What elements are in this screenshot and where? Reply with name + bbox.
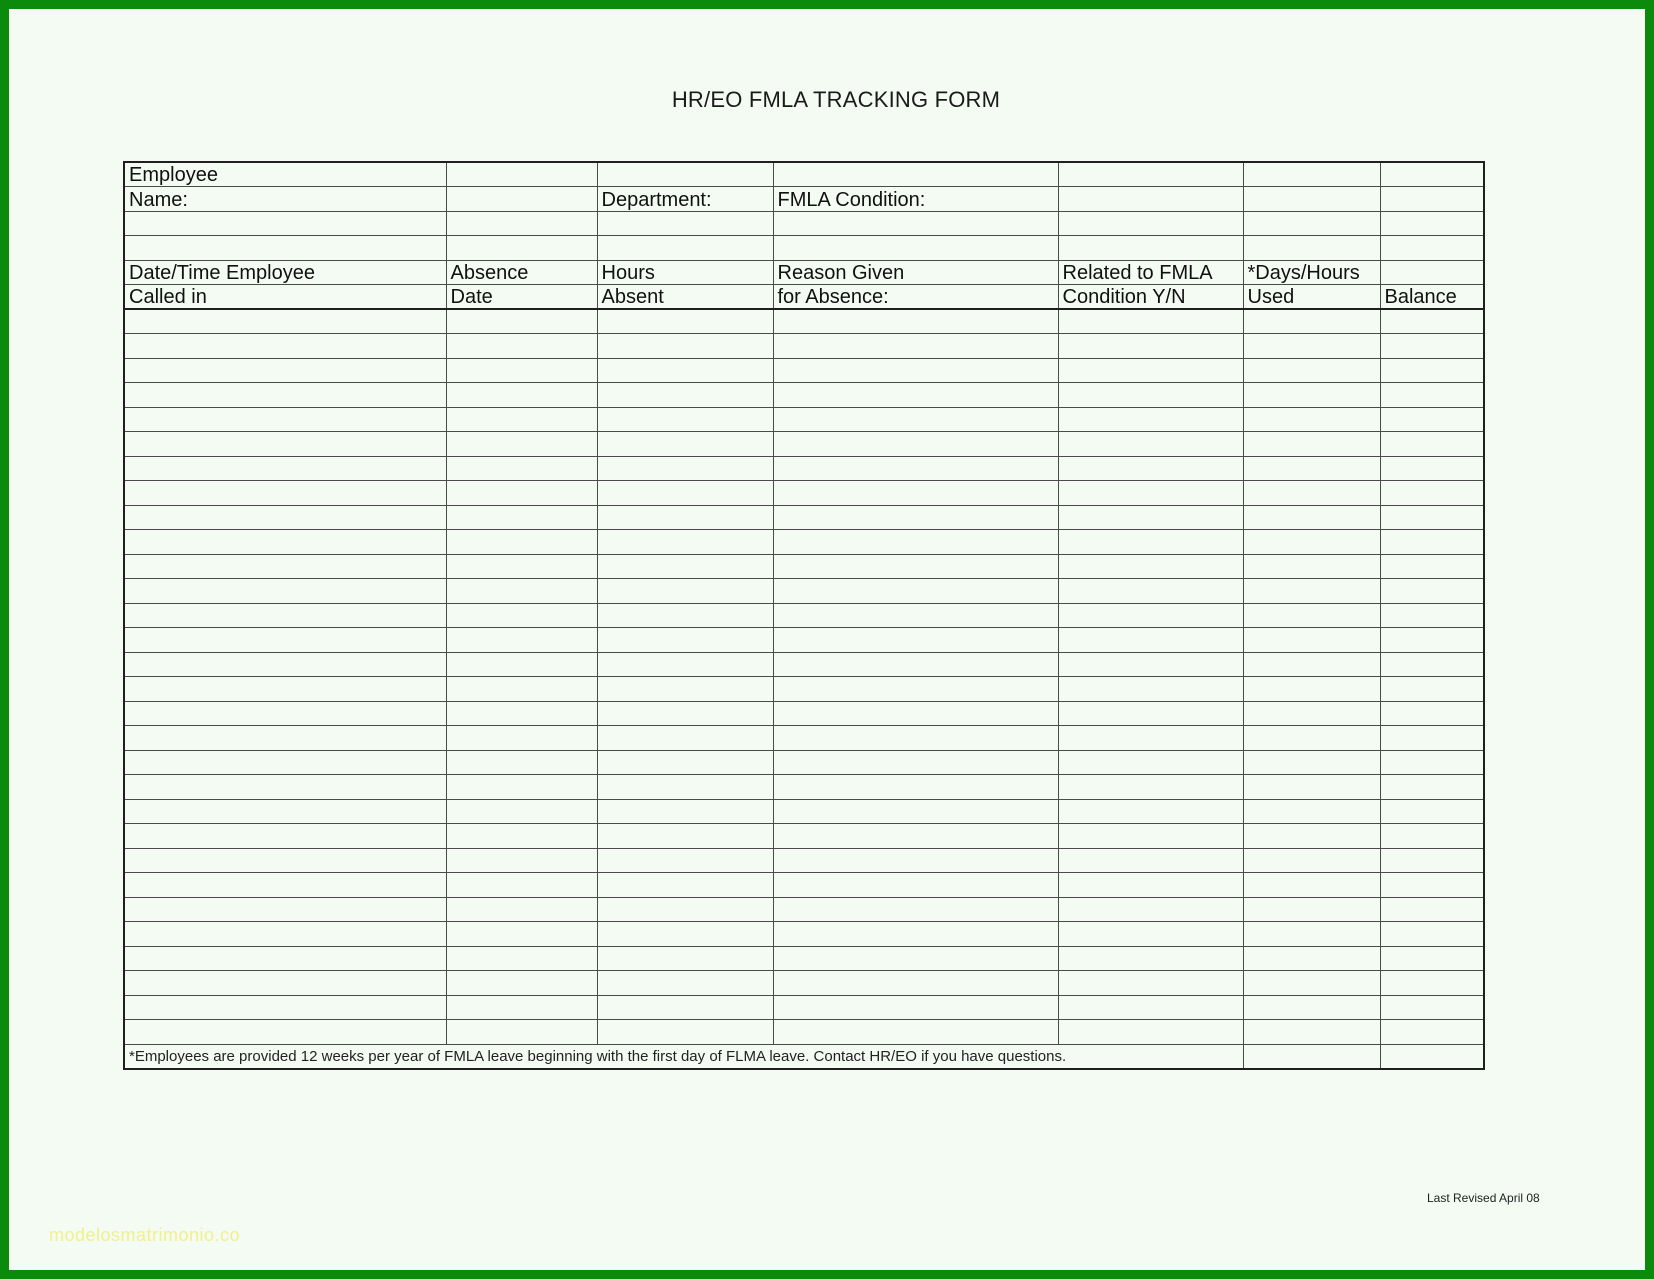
entry-cell[interactable] xyxy=(1380,358,1484,383)
entry-cell[interactable] xyxy=(446,628,597,653)
entry-cell[interactable] xyxy=(1058,799,1243,824)
entry-cell[interactable] xyxy=(446,456,597,481)
col-header: for Absence: xyxy=(773,285,1058,310)
entry-cell[interactable] xyxy=(1243,1020,1380,1045)
entry-cell[interactable] xyxy=(1058,554,1243,579)
entry-cell[interactable] xyxy=(124,334,446,359)
entry-cell[interactable] xyxy=(124,432,446,457)
table-row xyxy=(124,358,1484,383)
entry-cell[interactable] xyxy=(773,432,1058,457)
entry-cell[interactable] xyxy=(1380,554,1484,579)
entry-cell[interactable] xyxy=(124,971,446,996)
entry-cell[interactable] xyxy=(1058,775,1243,800)
entry-cell[interactable] xyxy=(773,505,1058,530)
table-row xyxy=(124,946,1484,971)
entry-cell[interactable] xyxy=(124,824,446,849)
entry-cell[interactable] xyxy=(124,554,446,579)
entry-cell[interactable] xyxy=(1058,407,1243,432)
entry-cell[interactable] xyxy=(1058,456,1243,481)
entry-cell[interactable] xyxy=(1380,922,1484,947)
spacer-row xyxy=(124,211,1484,236)
entry-cell[interactable] xyxy=(1058,1020,1243,1045)
entry-cell[interactable] xyxy=(1243,554,1380,579)
table-row xyxy=(124,407,1484,432)
entry-cell[interactable] xyxy=(1243,995,1380,1020)
entry-cell[interactable] xyxy=(597,701,773,726)
col-header: *Days/Hours xyxy=(1243,260,1380,285)
entry-cell[interactable] xyxy=(124,579,446,604)
spacer-row xyxy=(124,236,1484,261)
entry-cell[interactable] xyxy=(773,652,1058,677)
col-header: Balance xyxy=(1380,285,1484,310)
table-row xyxy=(124,775,1484,800)
entry-cell[interactable] xyxy=(1243,530,1380,555)
entry-cell[interactable] xyxy=(446,530,597,555)
entry-cell[interactable] xyxy=(597,505,773,530)
employee-label-cell: Employee xyxy=(124,162,446,187)
col-header: Date xyxy=(446,285,597,310)
entry-cell[interactable] xyxy=(1058,481,1243,506)
entry-cell[interactable] xyxy=(446,603,597,628)
entry-cell[interactable] xyxy=(1058,334,1243,359)
entry-cell[interactable] xyxy=(773,481,1058,506)
entry-cell[interactable] xyxy=(1380,407,1484,432)
entry-cell[interactable] xyxy=(1058,677,1243,702)
entry-cell[interactable] xyxy=(446,554,597,579)
entry-cell[interactable] xyxy=(1243,799,1380,824)
entry-cell[interactable] xyxy=(1058,505,1243,530)
entry-cell[interactable] xyxy=(773,309,1058,334)
entry-cell[interactable] xyxy=(1380,775,1484,800)
entry-cell[interactable] xyxy=(1058,603,1243,628)
entry-cell[interactable] xyxy=(1380,824,1484,849)
table-row xyxy=(124,579,1484,604)
entry-cell[interactable] xyxy=(773,775,1058,800)
table-row xyxy=(124,750,1484,775)
entry-cell[interactable] xyxy=(124,873,446,898)
department-label: Department: xyxy=(597,187,773,212)
entry-cell[interactable] xyxy=(446,677,597,702)
entry-cell[interactable] xyxy=(597,579,773,604)
entry-cell[interactable] xyxy=(446,824,597,849)
name-label-cell: Name: xyxy=(124,187,446,212)
entry-cell[interactable] xyxy=(446,750,597,775)
entry-cell[interactable] xyxy=(1243,603,1380,628)
table-row xyxy=(124,873,1484,898)
entry-cell[interactable] xyxy=(446,1020,597,1045)
table-row xyxy=(124,554,1484,579)
entry-cell[interactable] xyxy=(1243,946,1380,971)
entry-cell[interactable] xyxy=(124,701,446,726)
entry-cell[interactable] xyxy=(1058,946,1243,971)
entry-cell[interactable] xyxy=(773,628,1058,653)
entry-cell[interactable] xyxy=(1243,481,1380,506)
entry-cell[interactable] xyxy=(1380,456,1484,481)
entry-cell[interactable] xyxy=(773,799,1058,824)
entry-cell[interactable] xyxy=(773,407,1058,432)
table-row xyxy=(124,799,1484,824)
entry-cell[interactable] xyxy=(1243,505,1380,530)
table-row xyxy=(124,1020,1484,1045)
entry-cell[interactable] xyxy=(446,971,597,996)
employee-info-row-bottom xyxy=(124,187,1484,212)
entry-cell[interactable] xyxy=(1380,652,1484,677)
table-row xyxy=(124,505,1484,530)
entry-cell[interactable] xyxy=(124,628,446,653)
entry-cell[interactable] xyxy=(597,946,773,971)
entry-cell[interactable] xyxy=(1243,358,1380,383)
entry-cell[interactable] xyxy=(124,1020,446,1045)
entry-cell[interactable] xyxy=(597,554,773,579)
entry-cell[interactable] xyxy=(1243,922,1380,947)
table-row xyxy=(124,309,1484,334)
entry-cell[interactable] xyxy=(1380,677,1484,702)
entry-cell[interactable] xyxy=(773,334,1058,359)
fmla-condition-value[interactable] xyxy=(1058,187,1243,212)
watermark-text: modelosmatrimonio.co xyxy=(49,1225,241,1245)
form-title: HR/EO FMLA TRACKING FORM xyxy=(671,87,1001,112)
entry-cell[interactable] xyxy=(597,407,773,432)
entry-cell[interactable] xyxy=(1058,922,1243,947)
entry-cell[interactable] xyxy=(597,309,773,334)
entry-cell[interactable] xyxy=(773,824,1058,849)
entry-cell[interactable] xyxy=(124,848,446,873)
entry-cell[interactable] xyxy=(446,922,597,947)
entry-cell[interactable] xyxy=(1058,358,1243,383)
entry-cell[interactable] xyxy=(773,995,1058,1020)
entry-cell[interactable] xyxy=(773,750,1058,775)
entry-cell[interactable] xyxy=(124,897,446,922)
entry-cell[interactable] xyxy=(1243,652,1380,677)
entry-cell[interactable] xyxy=(1058,995,1243,1020)
entry-cell[interactable] xyxy=(1380,799,1484,824)
entry-cell[interactable] xyxy=(1380,334,1484,359)
table-row xyxy=(124,456,1484,481)
entry-cell[interactable] xyxy=(1380,579,1484,604)
entry-cell[interactable] xyxy=(446,775,597,800)
entry-cell[interactable] xyxy=(773,946,1058,971)
entry-cell[interactable] xyxy=(446,407,597,432)
entry-cell[interactable] xyxy=(773,726,1058,751)
entry-cell[interactable] xyxy=(1380,1020,1484,1045)
entry-cell[interactable] xyxy=(773,358,1058,383)
fmla-tracking-table xyxy=(123,161,1485,1070)
entry-cell[interactable] xyxy=(124,481,446,506)
entry-cell[interactable] xyxy=(124,505,446,530)
column-header-row-bottom xyxy=(124,285,1484,310)
entry-cell[interactable] xyxy=(597,432,773,457)
entry-cell[interactable] xyxy=(1380,603,1484,628)
table-row xyxy=(124,677,1484,702)
table-row xyxy=(124,603,1484,628)
table-row xyxy=(124,383,1484,408)
table-row xyxy=(124,701,1484,726)
entry-cell[interactable] xyxy=(597,897,773,922)
entry-cell[interactable] xyxy=(773,848,1058,873)
entry-cell[interactable] xyxy=(597,481,773,506)
entry-cell[interactable] xyxy=(1243,383,1380,408)
col-header: Related to FMLA xyxy=(1058,260,1243,285)
entry-cell[interactable] xyxy=(446,309,597,334)
entry-cell[interactable] xyxy=(773,873,1058,898)
entry-cell[interactable] xyxy=(1380,530,1484,555)
entry-cell[interactable] xyxy=(1380,505,1484,530)
entry-cell[interactable] xyxy=(1380,701,1484,726)
col-header: Absence xyxy=(446,260,597,285)
col-header: Reason Given xyxy=(773,260,1058,285)
entry-cell[interactable] xyxy=(597,456,773,481)
entry-cell[interactable] xyxy=(446,946,597,971)
entry-cell[interactable] xyxy=(1058,432,1243,457)
entry-cell[interactable] xyxy=(446,481,597,506)
employee-name-field[interactable] xyxy=(446,162,597,187)
entry-cell[interactable] xyxy=(124,677,446,702)
entry-cell[interactable] xyxy=(1243,334,1380,359)
entry-cell[interactable] xyxy=(124,358,446,383)
entry-cell[interactable] xyxy=(1243,309,1380,334)
col-header: Called in xyxy=(124,285,446,310)
last-revised-note: Last Revised April 08 xyxy=(1427,1191,1540,1205)
col-header: Date/Time Employee xyxy=(124,260,446,285)
col-header xyxy=(1380,260,1484,285)
entry-cell[interactable] xyxy=(1058,628,1243,653)
entry-cell[interactable] xyxy=(773,701,1058,726)
entry-cell[interactable] xyxy=(446,505,597,530)
entry-cell[interactable] xyxy=(597,334,773,359)
entry-cell[interactable] xyxy=(1380,726,1484,751)
entry-cell[interactable] xyxy=(773,579,1058,604)
entry-cell[interactable] xyxy=(597,603,773,628)
entry-cell[interactable] xyxy=(1058,824,1243,849)
entry-cell[interactable] xyxy=(1243,628,1380,653)
entry-cell[interactable] xyxy=(597,873,773,898)
entry-cell[interactable] xyxy=(597,1020,773,1045)
entry-cell[interactable] xyxy=(446,579,597,604)
employee-info-row-top xyxy=(124,162,1484,187)
entry-cell[interactable] xyxy=(1243,456,1380,481)
entry-cell[interactable] xyxy=(124,775,446,800)
entry-cell[interactable] xyxy=(124,922,446,947)
entry-cell[interactable] xyxy=(446,897,597,922)
table-row xyxy=(124,432,1484,457)
entry-cell[interactable] xyxy=(446,334,597,359)
entry-cell[interactable] xyxy=(1380,309,1484,334)
entry-cell[interactable] xyxy=(597,383,773,408)
entry-cell[interactable] xyxy=(1380,897,1484,922)
entry-cell[interactable] xyxy=(597,677,773,702)
entry-cell[interactable] xyxy=(1243,775,1380,800)
entry-cell[interactable] xyxy=(1380,481,1484,506)
entry-cell[interactable] xyxy=(1243,726,1380,751)
entry-cell[interactable] xyxy=(124,799,446,824)
fmla-condition-label: FMLA Condition: xyxy=(773,187,1058,212)
entry-cell[interactable] xyxy=(124,946,446,971)
entry-cell[interactable] xyxy=(597,799,773,824)
entry-cell[interactable] xyxy=(1058,971,1243,996)
entry-cell[interactable] xyxy=(446,995,597,1020)
table-row xyxy=(124,334,1484,359)
entry-cell[interactable] xyxy=(597,652,773,677)
entry-cell[interactable] xyxy=(1243,579,1380,604)
entry-cell[interactable] xyxy=(446,383,597,408)
employee-name-value[interactable] xyxy=(446,187,597,212)
table-row xyxy=(124,848,1484,873)
entry-cell[interactable] xyxy=(124,995,446,1020)
entry-cell[interactable] xyxy=(773,603,1058,628)
entry-cell[interactable] xyxy=(1243,701,1380,726)
entry-cell[interactable] xyxy=(1058,873,1243,898)
entry-cell[interactable] xyxy=(1380,628,1484,653)
table-row xyxy=(124,481,1484,506)
entry-cell[interactable] xyxy=(773,456,1058,481)
footnote-text: *Employees are provided 12 weeks per year of FMLA leave beginning with the first day of FLMA leave. Contact HR/EO if you have questions. xyxy=(124,1044,1243,1069)
entry-cell[interactable] xyxy=(1380,873,1484,898)
table-row xyxy=(124,995,1484,1020)
entry-cell[interactable] xyxy=(773,554,1058,579)
entry-cell[interactable] xyxy=(597,995,773,1020)
entry-cell[interactable] xyxy=(1380,971,1484,996)
entry-cell[interactable] xyxy=(1380,995,1484,1020)
table-row xyxy=(124,971,1484,996)
table-row xyxy=(124,652,1484,677)
entry-cell[interactable] xyxy=(1243,432,1380,457)
entry-cell[interactable] xyxy=(1243,848,1380,873)
entry-cell[interactable] xyxy=(1380,750,1484,775)
entry-cell[interactable] xyxy=(124,652,446,677)
entry-cell[interactable] xyxy=(1380,383,1484,408)
entry-cell[interactable] xyxy=(124,407,446,432)
entry-cell[interactable] xyxy=(1058,652,1243,677)
col-header: Used xyxy=(1243,285,1380,310)
entry-cell[interactable] xyxy=(1058,726,1243,751)
column-header-row-top xyxy=(124,260,1484,285)
entry-cell[interactable] xyxy=(1380,848,1484,873)
entry-cell[interactable] xyxy=(446,799,597,824)
entry-cell[interactable] xyxy=(597,848,773,873)
entry-cell[interactable] xyxy=(1380,946,1484,971)
entry-cell[interactable] xyxy=(446,701,597,726)
entry-cell[interactable] xyxy=(1058,848,1243,873)
entry-cell[interactable] xyxy=(597,750,773,775)
entry-cell[interactable] xyxy=(597,628,773,653)
entry-cell[interactable] xyxy=(773,530,1058,555)
col-header: Absent xyxy=(597,285,773,310)
footnote-row xyxy=(124,1044,1484,1069)
col-header: Hours xyxy=(597,260,773,285)
entry-cell[interactable] xyxy=(597,775,773,800)
entry-cell[interactable] xyxy=(124,383,446,408)
table-row xyxy=(124,530,1484,555)
entry-cell[interactable] xyxy=(773,897,1058,922)
entry-cell[interactable] xyxy=(124,750,446,775)
entry-cell[interactable] xyxy=(1058,383,1243,408)
entry-cell[interactable] xyxy=(446,726,597,751)
entry-cell[interactable] xyxy=(773,677,1058,702)
entry-cell[interactable] xyxy=(1380,432,1484,457)
entry-cell[interactable] xyxy=(597,530,773,555)
entry-cell[interactable] xyxy=(1058,897,1243,922)
entry-cell[interactable] xyxy=(773,971,1058,996)
entry-cell[interactable] xyxy=(597,824,773,849)
entry-cell[interactable] xyxy=(597,726,773,751)
col-header: Condition Y/N xyxy=(1058,285,1243,310)
entry-cell[interactable] xyxy=(1243,750,1380,775)
entry-cell[interactable] xyxy=(1243,824,1380,849)
entry-cell[interactable] xyxy=(446,432,597,457)
entry-cell[interactable] xyxy=(1058,750,1243,775)
entry-cell[interactable] xyxy=(773,1020,1058,1045)
entry-cell[interactable] xyxy=(1243,407,1380,432)
entry-cell[interactable] xyxy=(446,652,597,677)
entry-cell[interactable] xyxy=(1243,873,1380,898)
entry-cell[interactable] xyxy=(124,309,446,334)
entry-cell[interactable] xyxy=(124,603,446,628)
entry-cell[interactable] xyxy=(773,383,1058,408)
entry-cell[interactable] xyxy=(597,971,773,996)
entry-cell[interactable] xyxy=(124,726,446,751)
entry-cell[interactable] xyxy=(597,358,773,383)
entry-cell[interactable] xyxy=(1058,579,1243,604)
table-row xyxy=(124,922,1484,947)
entry-cell[interactable] xyxy=(124,530,446,555)
entry-cell[interactable] xyxy=(1058,530,1243,555)
entry-cell[interactable] xyxy=(597,922,773,947)
entry-cell[interactable] xyxy=(1058,309,1243,334)
entry-cell[interactable] xyxy=(446,873,597,898)
entry-cell[interactable] xyxy=(1058,701,1243,726)
entry-cell[interactable] xyxy=(124,456,446,481)
table-row xyxy=(124,628,1484,653)
entry-cell[interactable] xyxy=(1243,677,1380,702)
table-row xyxy=(124,824,1484,849)
table-row xyxy=(124,897,1484,922)
entry-cell[interactable] xyxy=(1243,897,1380,922)
entry-cell[interactable] xyxy=(446,358,597,383)
entry-cell[interactable] xyxy=(446,848,597,873)
entry-cell[interactable] xyxy=(1243,971,1380,996)
table-row xyxy=(124,726,1484,751)
entry-cell[interactable] xyxy=(773,922,1058,947)
